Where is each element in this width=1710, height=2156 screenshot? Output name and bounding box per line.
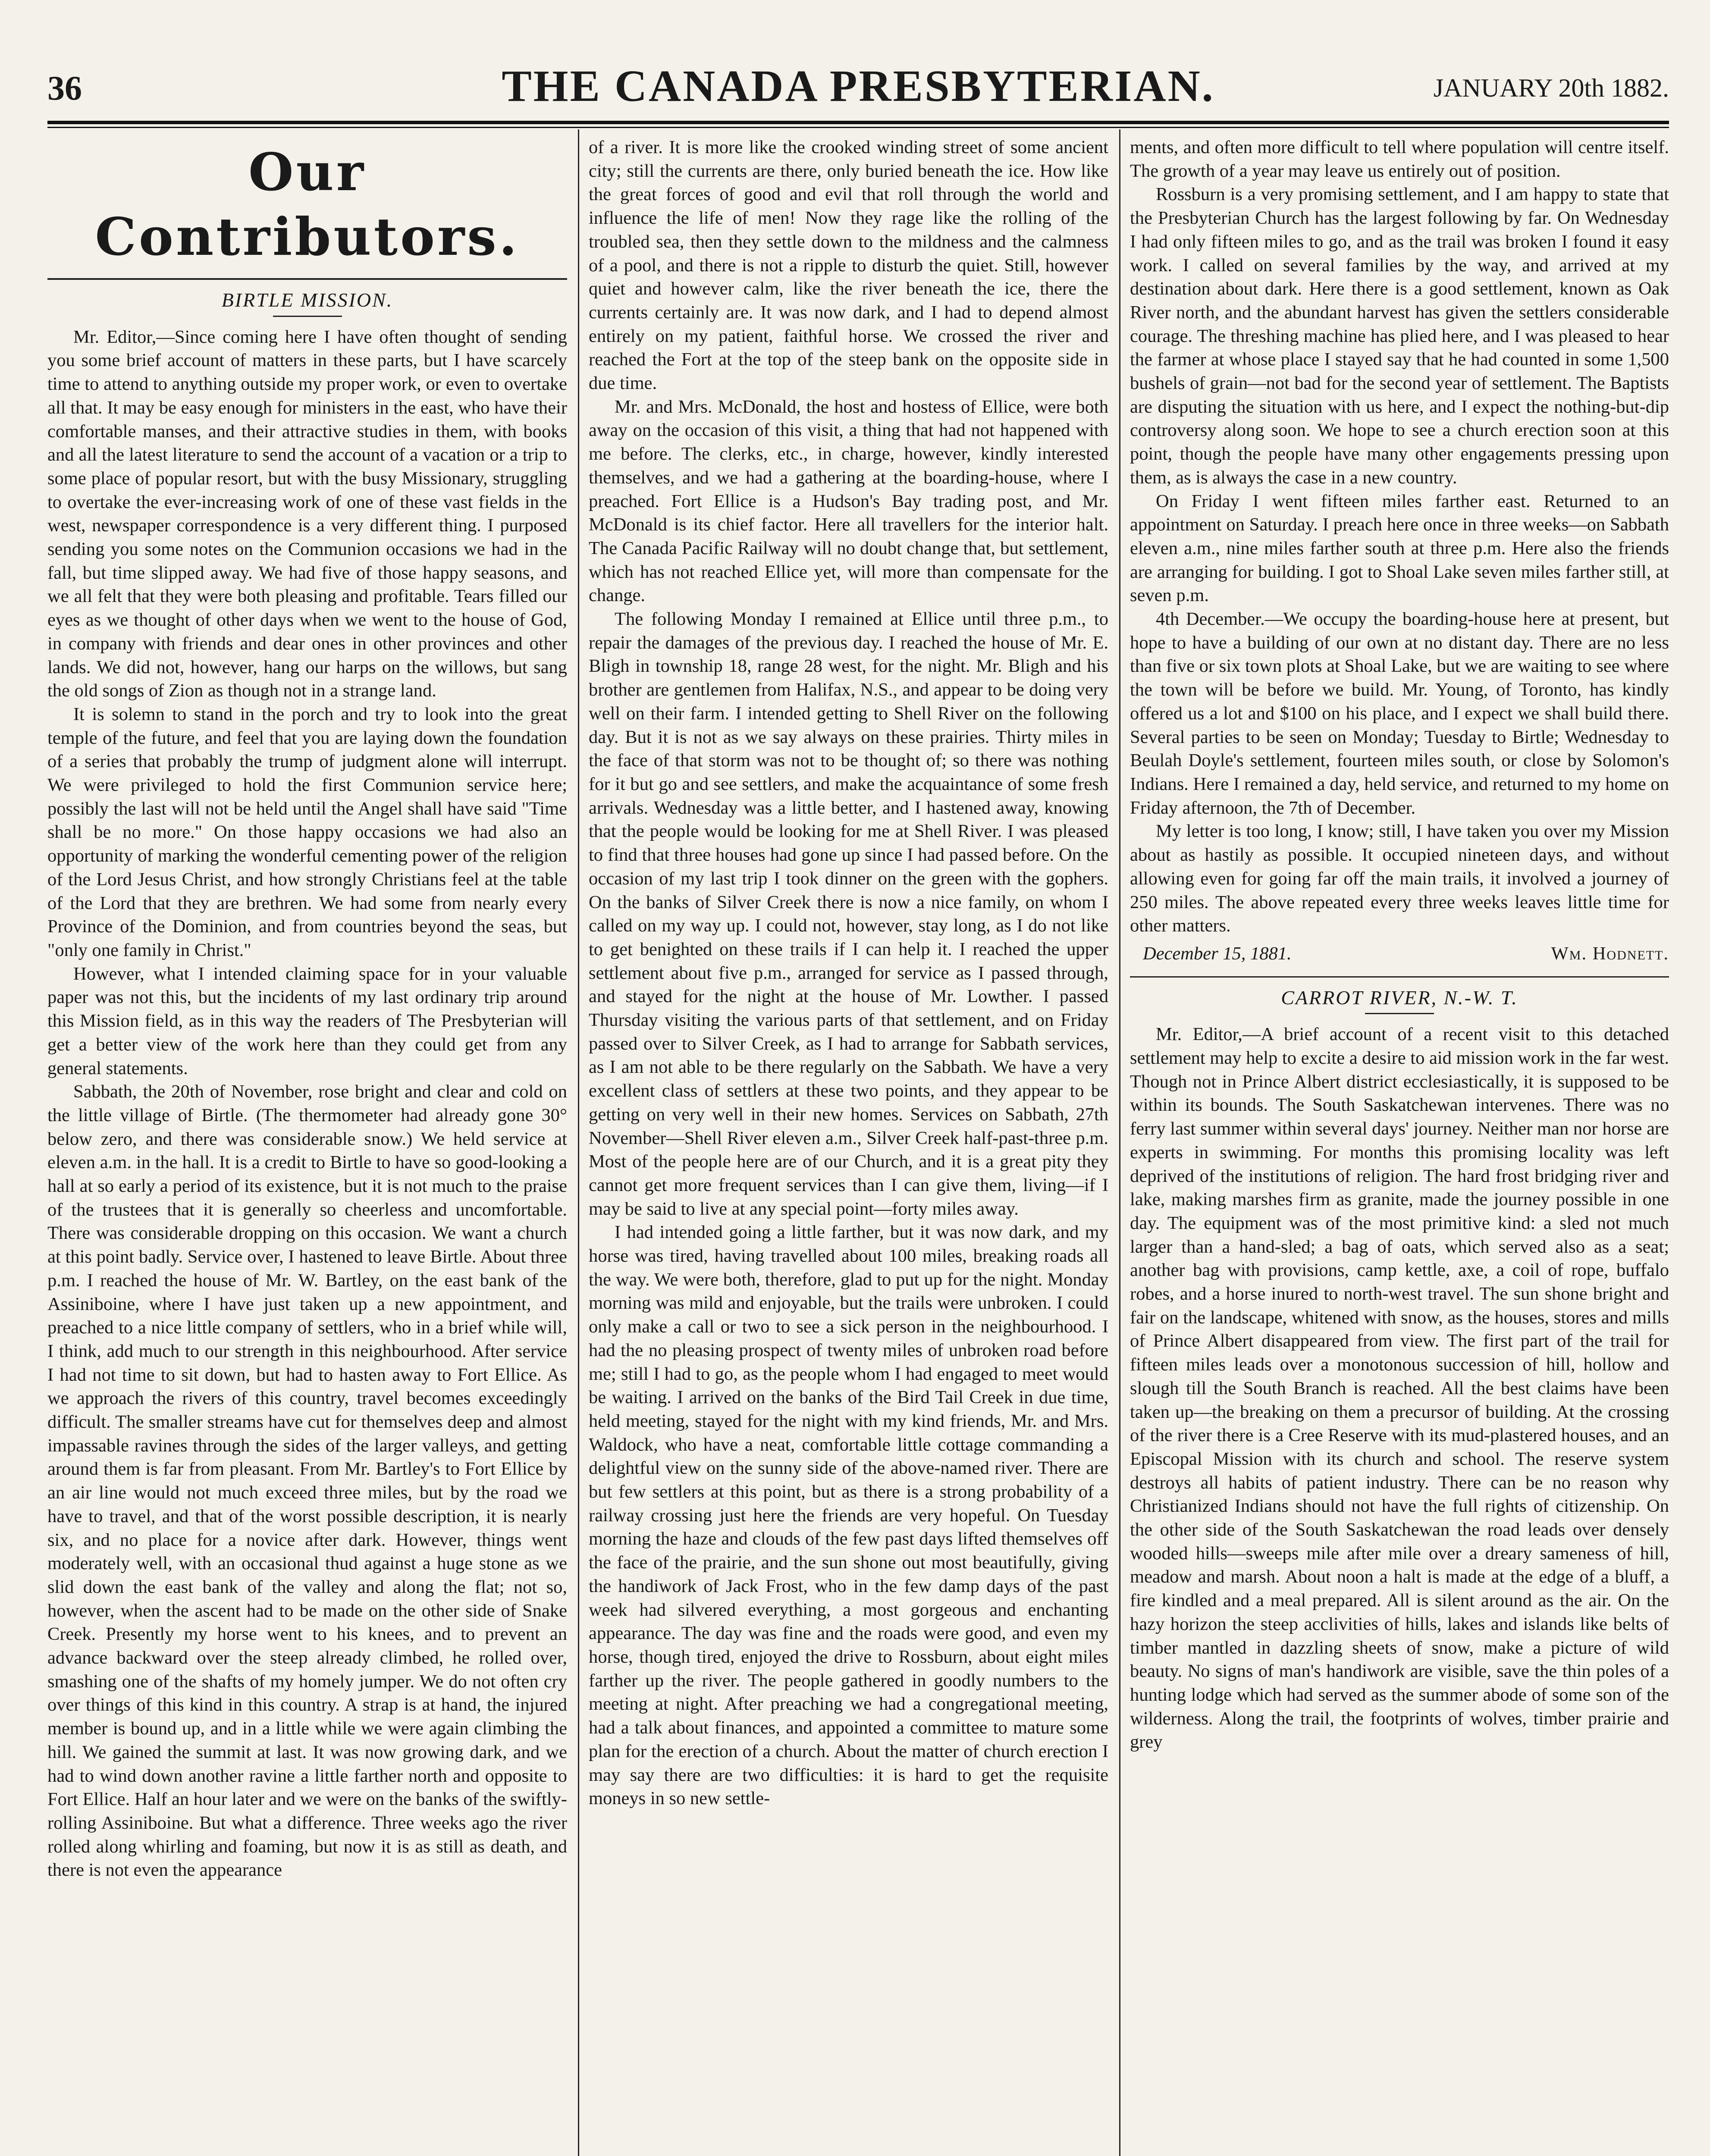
section-heading: Our Contributors. [95,142,520,267]
title-rule [1365,1013,1434,1014]
paragraph: It is solemn to stand in the porch and try to look into the great temple of the future, and feel that you are laying down the foundation of a series that probably the trump of judgment alone will interrupt. We were privileged to hold the first Communion service here; possibly the last will not be held until the Angel shall have said "Time shall be no more." On those happy occasions we had also an opportunity of marking the wonderful cementing power of the religion of the Lord Jesus Christ, and how strongly Christians feel at the table of the Lord that they are brethren. We had some from nearly every Province of the Dominion, and from countries beyond the seas, but "only one family in Christ." [47,704,567,960]
paragraph: The following Monday I remained at Ellice until three p.m., to repair the damages of the previous day. I reached the house of Mr. E. Bligh in township 18, range 28 west, for the night. Mr. Bligh and his brother are gentlemen from Halifax, N.S., and appear to be doing very well on their farm. I intended getting to Shell River on the following day. But it is not as we say always on these prairies. Thirty miles in the face of that storm was not to be thought of; so there was nothing for it but go and see settlers, and make the acquaintance of some fresh arrivals. Wednesday was a little better, and I hastened away, knowing that the people would be looking for me at Shell River. I was pleased to find that three houses had gone up since I had passed before. On the occasion of my last trip I took dinner on the green with the gophers. On the banks of Silver Creek there is now a nice family, on whom I called on my way up. I could not, however, stay long, as I do not like to get benighted on these trails if I can help it. I reached the upper settlement about five p.m., arranged for service as I passed through, and stayed for the night at the house of Mr. Lowther. I passed Thursday visiting the various parts of that settlement, and on Friday passed over to Silver Creek, as I had to arrange for Sabbath services, as I am not able to be there regularly on the Sabbath. We have a very excellent class of settlers at these two points, and they appear to be getting on very well in their new homes. Services on Sabbath, 27th November—Shell River eleven a.m., Silver Creek half-past-three p.m. Most of the people here are of our Church, and it is a great pity they cannot get more frequent services than I can give them, living—if I may be said to live at any special point—forty miles away. [589,609,1108,1219]
paragraph: Sabbath, the 20th of November, rose bright and clear and cold on the little village of Birtle. (The thermometer had already gone 30° below zero, and there was considerable snow.) We held service at eleven a.m. in the hall. It is a credit to Birtle to have so good-looking a hall at so early a period of its existence, but it is not much to the praise of the trustees that it is generally so cheerless and uncomfortable. There was considerable dropping on this occasion. We want a church at this point badly. Service over, I hastened to leave Birtle. About three p.m. I reached the house of Mr. W. Bartley, on the east bank of the Assiniboine, where I have just taken up a new appointment, and preached to a nice little company of settlers, who in a brief while will, I think, add much to our strength in this neighbourhood. After service I had not time to sit down, but had to hasten away to Fort Ellice. As we approach the rivers of this country, travel becomes exceedingly difficult. The smaller streams have cut for themselves deep and almost impassable ravines through the sides of the larger valleys, and getting around them is far from pleasant. From Mr. Bartley's to Fort Ellice by an air line would not much exceed three miles, but by the road we have to travel, and that of the worst possible description, it is nearly six, and no place for a novice after dark. However, things went moderately well, with an occasional thud against a huge stone as we slid down the east bank of the valley and along the flat; not so, however, when the ascent had to be made on the other side of Snake Creek. Presently my horse went to his knees, and to prevent an advance backward over the steep already climbed, he rolled over, smashing one of the shafts of my homely jumper. We do not often cry over things of this kind in this country. A strap is at hand, the injured member is bound up, and in a little while we were again climbing the hill. We gained the summit at last. It was now growing dark, and we had to wind down another ravine a little farther north and opposite to Fort Ellice. Half an hour later and we were on the banks of the swiftly-rolling Assiniboine. But what a difference. Three weeks ago the river rolled along whirling and foaming, but now it is as still as death, and there is not even the appearance [47,1081,567,1880]
paragraph: Mr. Editor,—A brief account of a recent visit to this detached settlement may help to excite a desire to aid mission work in the far west. Though not in Prince Albert district ecclesiastically, it is supposed to be within its bounds. The South Saskatchewan intervenes. There was no ferry last summer within several days' journey. Neither man nor horse are experts in swimming. For months this promising locality was left deprived of the institutions of religion. The hard frost bridging river and lake, making marshes firm as granite, made the journey possible in one day. The equipment was of the most primitive kind: a sled not much larger than a hand-sled; a bag of oats, which served also as a seat; another bag with provisions, camp kettle, axe, a coil of rope, buffalo robes, and a horse inured to north-west travel. The sun shone bright and fair on the landscape, whitened with snow, as the houses, stores and mills of Prince Albert disappeared from view. The first part of the trail for fifteen miles leads over a monotonous succession of hill, hollow and slough till the South Branch is reached. All the best claims have been taken up—the breaking on them a precursor of building. At the crossing of the river there is a Cree Reserve with its mud-plastered houses, and an Episcopal Mission with its church and school. The reserve system destroys all habits of patient industry. There can be no reason why Christianized Indians should not have the full rights of citizenship. On the other side of the South Saskatchewan the road leads over densely wooded hills—sweeps mile after mile over a dreary sameness of hill, meadow and marsh. About noon a halt is made at the edge of a bluff, a fire kindled and a meal prepared. All is silent around as the air. On the hazy horizon the steep acclivities of hills, lakes and islands like belts of timber mantled in dazzling sheets of snow, make a picture of wild beauty. No signs of man's handiwork are visible, save the thin poles of a hunting lodge which had served as the summer abode of some son of the wilderness. Along the trail, the footprints of wolves, timber prairie and grey [1130,1024,1669,1752]
article-divider [1130,976,1669,978]
column-divider [1119,129,1120,2156]
paragraph: of a river. It is more like the crooked winding street of some ancient city; still the currents are there, only buried beneath the ice. How like the great forces of good and evil that roll through the world and influence the life of men! Now they rage like the rolling of the troubled sea, then they settle down to the mildness and the calmness of a pool, and there is not a ripple to disturb the quiet. Still, however quiet and however calm, like the river beneath the ice, there the currents certainly are. It was now dark, and I had to depend almost entirely on my patient, faithful horse. We crossed the river and reached the Fort at the top of the steep bank on the opposite side in due time. [589,137,1108,394]
paragraph: Rossburn is a very promising settlement, and I am happy to state that the Presbyterian Church has the largest following by far. On Wednesday I had only fifteen miles to go, and as the trail was broken I found it easy work. I called on several families by the way, and arrived at my destination about dark. Here there is a good settlement, known as Oak River north, and the abundant harvest has given the settlers considerable courage. The threshing machine has plied here, and I was pleased to hear the farmer at whose place I stayed say that he had counted in some 1,500 bushels of grain—not bad for the second year of settlement. The Baptists are disputing the situation with us here, and I expect the nothing-but-dip controversy along soon. We hope to see a church erection soon at this point, though the people have many other engagements pressing upon them, as is always the case in a new country. [1130,184,1669,488]
signoff [1130,942,1669,966]
masthead-rule [47,121,1669,128]
heading-rule [47,278,567,280]
column-2 [589,136,1108,2156]
paragraph: On Friday I went fifteen miles farther east. Returned to an appointment on Saturday. I preach here once in three weeks—on Sabbath eleven a.m., nine miles farther south at three p.m. Here also the friends are arranging for building. I got to Shoal Lake seven miles farther still, at seven p.m. [1130,491,1669,606]
paragraph: ments, and often more difficult to tell where population will centre itself. The growth of a year may leave us entirely out of position. [1130,137,1669,181]
title-rule [273,316,342,317]
newspaper-title: THE CANADA PRESBYTERIAN. [502,61,1215,111]
paragraph: However, what I intended claiming space for in your valuable paper was not this, but the incidents of my last ordinary trip around this Mission field, as in this way the readers of The Presbyterian will get a better view of the work here than they could get from any general statements. [47,963,567,1078]
paragraph: My letter is too long, I know; still, I have taken you over my Mission about as hastily as possible. It occupied nineteen days, and without allowing even for going far off the main trails, it involved a journey of 250 miles. The above repeated every three weeks leaves little time for other matters. [1130,821,1669,936]
issue-date: JANUARY 20th 1882. [1433,74,1669,102]
paragraph: Mr. Editor,—Since coming here I have often thought of sending you some brief account of matters in these parts, but I have scarcely time to attend to anything outside my proper work, or even to overtake all that. It may be easy enough for ministers in the east, who have their comfortable manses, and their attractive studies in them, with books and all the latest literature to send the account of a vacation or a trip to some place of popular resort, but with the busy Missionary, struggling to overtake the ever-increasing work of one of these vast fields in the west, newspaper correspondence is a very different thing. I purposed sending you some notes on the Communion occasions we had in the fall, but time slipped away. We had five of those happy seasons, and we all felt that they were both pleasing and profitable. Tears filled our eyes as we thought of other days when we went to the house of God, in company with friends and dear ones in other provinces and other lands. We did not, however, hang our harps on the willows, but sang the old songs of Zion as though not in a strange land. [47,326,567,701]
article-title-birtle-mission: BIRTLE MISSION. [221,289,393,311]
masthead [47,52,1669,116]
article-title-carrot-river: CARROT RIVER, N.-W. T. [1281,986,1518,1009]
paragraph: 4th December.—We occupy the boarding-house here at present, but hope to have a building of our own at no distant day. There are no less than five or six town plots at Shoal Lake, but we are waiting to see where the town will be before we build. Mr. Young, of Toronto, has kindly offered us a lot and $100 on his place, and I expect we shall build there. Several parties to be seen on Monday; Tuesday to Birtle; Wednesday to Beulah Doyle's settlement, fourteen miles south, or close by Solomon's Indians. Here I remained a day, held service, and returned to my home on Friday afternoon, the 7th of December. [1130,609,1669,818]
column-3 [1130,136,1669,2156]
column-divider [578,129,579,2156]
signoff-author: Wm. Hodnett. [1551,943,1669,964]
paragraph: Mr. and Mrs. McDonald, the host and hostess of Ellice, were both away on the occasion of this visit, a thing that had not happened with me before. The clerks, etc., in charge, however, kindly interested themselves, and we had a gathering at the boarding-house, where I preached. Fort Ellice is a Hudson's Bay trading post, and Mr. McDonald is its chief factor. Here all travellers for the interior halt. The Canada Pacific Railway will no doubt change that, but settlement, which has not reached Ellice yet, will more than compensate for the change. [589,396,1108,606]
page-number: 36 [47,69,82,107]
signoff-date: December 15, 1881. [1143,943,1292,964]
paragraph: I had intended going a little farther, but it was now dark, and my horse was tired, having travelled about 100 miles, breaking roads all the way. We were both, therefore, glad to put up for the night. Monday morning was mild and enjoyable, but the trails were unbroken. I could only make a call or two to see a sick person in the neighbourhood. I had the no pleasing prospect of twenty miles of unbroken road before me; still I had to go, as the people whom I had engaged to meet would be waiting. I arrived on the banks of the Bird Tail Creek in due time, held meeting, stayed for the night with my kind friends, Mr. and Mrs. Waldock, who have a neat, comfortable little cottage commanding a delightful view on the sunny side of the above-named river. There are but few settlers at this point, but as there is a strong probability of a railway crossing just here the friends are very hopeful. On Tuesday morning the haze and clouds of the few past days lifted themselves off the face of the prairie, and the sun shone out most beautifully, giving the handiwork of Jack Frost, who in the few damp days of the past week had silvered everything, a most gorgeous and enchanting appearance. The day was fine and the roads were good, and even my horse, though tired, enjoyed the drive to Rossburn, about eight miles farther up the river. The people gathered in goodly numbers to the meeting at night. After preaching we had a congregational meeting, had a talk about finances, and appointed a committee to mature some plan for the erection of a church. About the matter of church erection I may say there are two difficulties: it is hard to get the requisite moneys in so new settle- [589,1222,1108,1809]
column-1 [47,136,567,2156]
